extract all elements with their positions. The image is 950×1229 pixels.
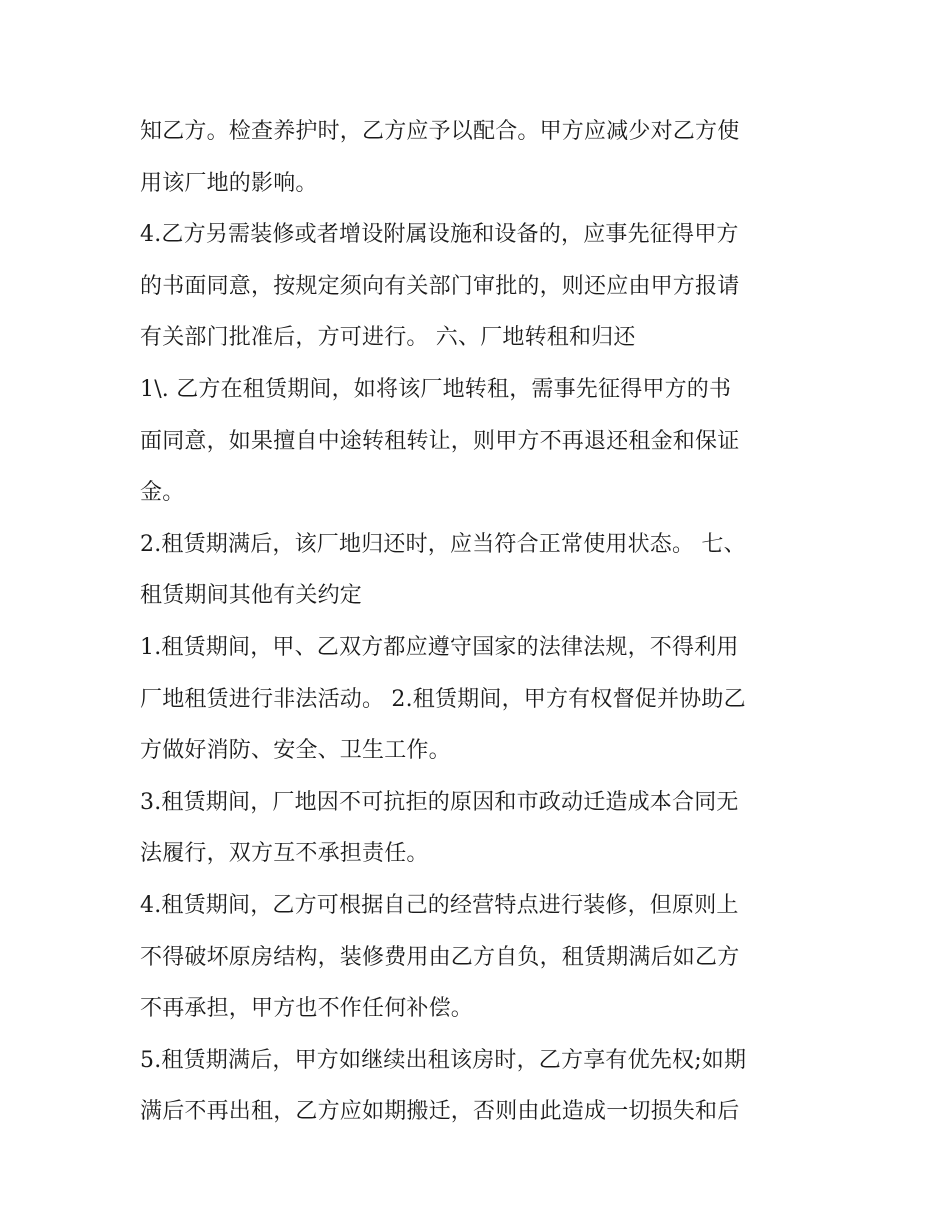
- text-line: 面同意，如果擅自中途转租转让，则甲方不再退还租金和保证: [140, 428, 740, 454]
- text-line: 方做好消防、安全、卫生工作。: [140, 738, 451, 764]
- text-line: 的书面同意，按规定须向有关部门审批的，则还应由甲方报请: [140, 273, 740, 299]
- text-line: 2.租赁期满后，该厂地归还时，应当符合正常使用状态。 七、: [140, 531, 746, 557]
- text-line: 用该厂地的影响。: [140, 170, 318, 196]
- document-body: [140, 106, 820, 1138]
- text-line: 法履行，双方互不承担责任。: [140, 841, 429, 867]
- text-line: 1\. 乙方在租赁期间，如将该厂地转租，需事先征得甲方的书: [140, 376, 732, 402]
- text-line: 厂地租赁进行非法活动。 2.租赁期间，甲方有权督促并协助乙: [140, 686, 746, 712]
- text-line: 知乙方。检查养护时，乙方应予以配合。甲方应减少对乙方使: [140, 119, 740, 144]
- text-line: 5.租赁期满后，甲方如继续出租该房时，乙方享有优先权;如期: [140, 1047, 747, 1073]
- text-line: 4.乙方另需装修或者增设附属设施和设备的，应事先征得甲方: [140, 222, 739, 248]
- text-line: 满后不再出租，乙方应如期搬迁，否则由此造成一切损失和后: [140, 1099, 740, 1125]
- text-line: 金。: [140, 480, 185, 506]
- text-line: 1.租赁期间，甲、乙双方都应遵守国家的法律法规，不得利用: [140, 634, 739, 660]
- text-line: 4.租赁期间，乙方可根据自己的经营特点进行装修，但原则上: [140, 892, 739, 918]
- text-line: 3.租赁期间，厂地因不可抗拒的原因和市政动迁造成本合同无: [140, 789, 739, 815]
- text-line: 不得破坏原房结构，装修费用由乙方自负，租赁期满后如乙方: [140, 944, 740, 970]
- text-line: 不再承担，甲方也不作任何补偿。: [140, 996, 474, 1022]
- text-line: 有关部门批准后，方可进行。 六、厂地转租和归还: [140, 325, 636, 351]
- text-line: 租赁期间其他有关约定: [140, 583, 363, 609]
